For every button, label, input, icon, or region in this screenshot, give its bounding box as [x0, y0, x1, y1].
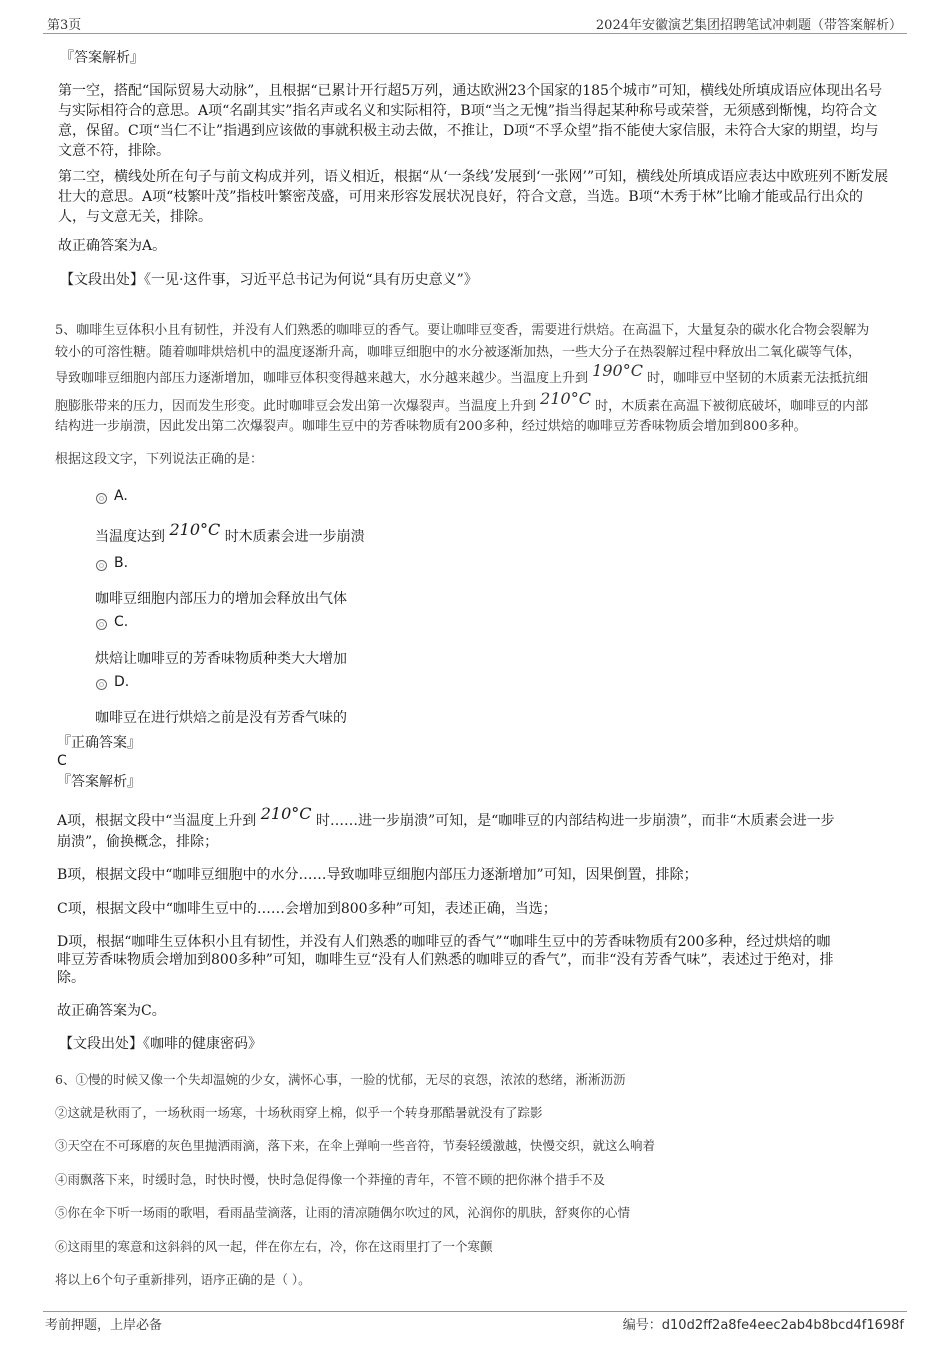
header-divider [43, 33, 907, 34]
q5-passage-line5: 结构进一步崩溃，因此发出第二次爆裂声。咖啡生豆中的芳香味物质有200多种，经过烘焙的咖啡豆芳香味物质会增加到800多种。 [55, 419, 807, 434]
q5-source-text: 《咖啡的健康密码》 [143, 1036, 262, 1052]
q5-analysis-a-start: A项，根据文段中“当温度上升到 [57, 813, 257, 829]
q5-analysis-c: C项，根据文段中“咖啡生豆中的……会增加到800多种”可知，表述正确，当选； [57, 901, 557, 917]
option-a-temperature: 210°C [169, 520, 221, 539]
temperature-190: 190°C [592, 361, 643, 380]
q6-sentence-5: ⑤你在伞下听一场雨的歌唱，看雨晶莹滴落，让雨的清凉随偶尔吹过的风，沁润你的肌肤，舒爽你的心情 [55, 1205, 631, 1220]
option-c-radio[interactable] [96, 619, 107, 630]
q5-passage-line3a: 导致咖啡豆细胞内部压力逐渐增加，咖啡豆体积变得越来越大，水分越来越少。当温度上升到 [55, 371, 589, 386]
q5-source-label: 【文段出处】 [59, 1036, 143, 1052]
footer-divider [43, 1311, 907, 1312]
q6-sentence-1: 6、①慢的时候又像一个失却温婉的少女，满怀心事，一脸的忧郁，无尽的哀怨，浓浓的愁绪，淅淅沥沥 [55, 1072, 626, 1087]
option-a-text[interactable] [95, 520, 365, 547]
option-a-text-start: 当温度达到 [95, 529, 165, 545]
document-title: 2024年安徽演艺集团招聘笔试冲刺题（带答案解析） [595, 18, 902, 33]
q4-source [60, 270, 478, 290]
q6-sentence-6: ⑥这雨里的寒意和这斜斜的风一起，伴在你左右，冷，你在这雨里打了一个寒颤 [55, 1239, 493, 1254]
option-c-text[interactable]: 烘焙让咖啡豆的芳香味物质种类大大增加 [95, 651, 347, 667]
q4-analysis-para1: 第一空，搭配“国际贸易大动脉”，且根据“已累计开行超5万列，通达欧洲23个国家的185个城市”可知，横线处所填成语应体现出名号与实际相符合的意思。A项“名副其实”指名声或名义和实际相符，B项“当之无愧”指当得起某种称号或荣誉，无须感到惭愧，均符合文意，保留。C项“当仁不让”指遇到应该做的事就积极主动去做，不推让，D项“不孚众望”指不能使大家信服，未符合大家的期望，均与文意不符，排除。 [58, 83, 883, 159]
q5-passage-line3b: 时，咖啡豆中坚韧的木质素无法抵抗细 [647, 371, 869, 386]
q5-passage-line2: 较小的可溶性糖。随着咖啡烘焙机中的温度逐渐升高，咖啡豆细胞中的水分被逐渐加热，一些大分子在热裂解过程中释放出二氧化碳等气体， [55, 345, 862, 360]
q5-passage-line3 [55, 361, 869, 390]
q4-conclusion: 故正确答案为A。 [58, 238, 167, 254]
q5-analysis-d-line1: D项，根据“咖啡生豆体积小且有韧性，并没有人们熟悉的咖啡豆的香气”“咖啡生豆中的芳香味物质有200多种，经过烘焙的咖 [57, 934, 831, 950]
footer-slogan: 考前押题，上岸必备 [45, 1318, 163, 1333]
q5-passage-line4a: 胞膨胀带来的压力，因而发生形变。此时咖啡豆会发出第一次爆裂声。当温度上升到 [55, 399, 537, 414]
q6-sentence-4: ④雨飘落下来，时缓时急，时快时慢，快时急促得像一个莽撞的青年，不管不顾的把你淋个措手不及 [55, 1172, 606, 1187]
q5-question: 根据这段文字，下列说法正确的是： [55, 452, 264, 467]
q5-analysis-a-line2: 崩溃”，偷换概念，排除； [57, 834, 219, 850]
footer-code-label: 编号： [622, 1318, 662, 1333]
q4-source-label: 【文段出处】 [60, 272, 144, 288]
option-a-radio[interactable] [96, 493, 107, 504]
option-a-text-end: 时木质素会进一步崩溃 [224, 529, 365, 545]
option-d-text[interactable]: 咖啡豆在进行烘焙之前是没有芳香气味的 [95, 710, 347, 726]
q6-sentence-3: ③天空在不可琢磨的灰色里抛洒雨滴，落下来，在伞上弹响一些音符，节奏轻缓激越，快慢交织，就这么响着 [55, 1138, 656, 1153]
q6-question: 将以上6个句子重新排列，语序正确的是（ ）。 [55, 1272, 311, 1287]
option-b-text[interactable]: 咖啡豆细胞内部压力的增加会释放出气体 [95, 591, 347, 607]
q5-conclusion: 故正确答案为C。 [57, 1003, 166, 1019]
q5-source [59, 1034, 262, 1054]
option-b-letter: B. [114, 555, 129, 571]
q4-analysis-label: 『答案解析』 [60, 50, 144, 66]
q4-source-text: 《一见·这件事，习近平总书记为何说“具有历史意义”》 [144, 272, 478, 288]
q5-analysis-a-end: 时……进一步崩溃”可知，是“咖啡豆的内部结构进一步崩溃”，而非“木质素会进一步 [315, 813, 835, 829]
option-a-letter: A. [114, 488, 128, 504]
q6-sentence-2: ②这就是秋雨了，一场秋雨一场寒，十场秋雨穿上棉，似乎一个转身那酷暑就没有了踪影 [55, 1105, 543, 1120]
page-number: 第3页 [47, 18, 82, 33]
footer-code [623, 1314, 904, 1333]
q5-analysis-d-line2: 啡豆芳香味物质会增加到800多种”可知，咖啡生豆“没有人们熟悉的咖啡豆的香气”，而非“没有芳香气味”，表述过于绝对，排 [57, 952, 834, 968]
option-d-letter: D. [114, 674, 130, 690]
q5-passage-line4 [55, 389, 869, 418]
q5-answer-value: C [57, 753, 67, 769]
q5-answer-label: 『正确答案』 [57, 735, 141, 751]
option-c-letter: C. [114, 614, 129, 630]
option-b-radio[interactable] [96, 560, 107, 571]
temperature-210: 210°C [540, 389, 591, 408]
q5-analysis-d-line3: 除。 [57, 970, 85, 986]
q5-analysis-label: 『答案解析』 [57, 774, 141, 790]
analysis-temperature-210: 210°C [260, 804, 312, 823]
q5-passage-line1: 5、咖啡生豆体积小且有韧性，并没有人们熟悉的咖啡豆的香气。要让咖啡豆变香，需要进行烘焙。在高温下，大量复杂的碳水化合物会裂解为 [55, 323, 870, 338]
q5-analysis-a-line1 [57, 804, 835, 831]
q5-passage-line4b: 时，木质素在高温下被彻底破坏，咖啡豆的内部 [595, 399, 869, 414]
q5-analysis-b: B项，根据文段中“咖啡豆细胞中的水分……导致咖啡豆细胞内部压力逐渐增加”可知，因果倒置，排除； [57, 867, 698, 883]
option-d-radio[interactable] [96, 679, 107, 690]
footer-code-value: d10d2ff2a8fe4eec2ab4b8bcd4f1698f [661, 1318, 904, 1333]
q4-analysis-para2: 第二空，横线处所在句子与前文构成并列，语义相近，根据“从‘一条线’发展到‘一张网’”可知，横线处所填成语应表达中欧班列不断发展壮大的意思。A项“枝繁叶茂”指枝叶繁密茂盛，可用来形容发展状况良好，符合文意，当选。B项“木秀于林”比喻才能或品行出众的人，与文意无关，排除。 [58, 169, 889, 225]
